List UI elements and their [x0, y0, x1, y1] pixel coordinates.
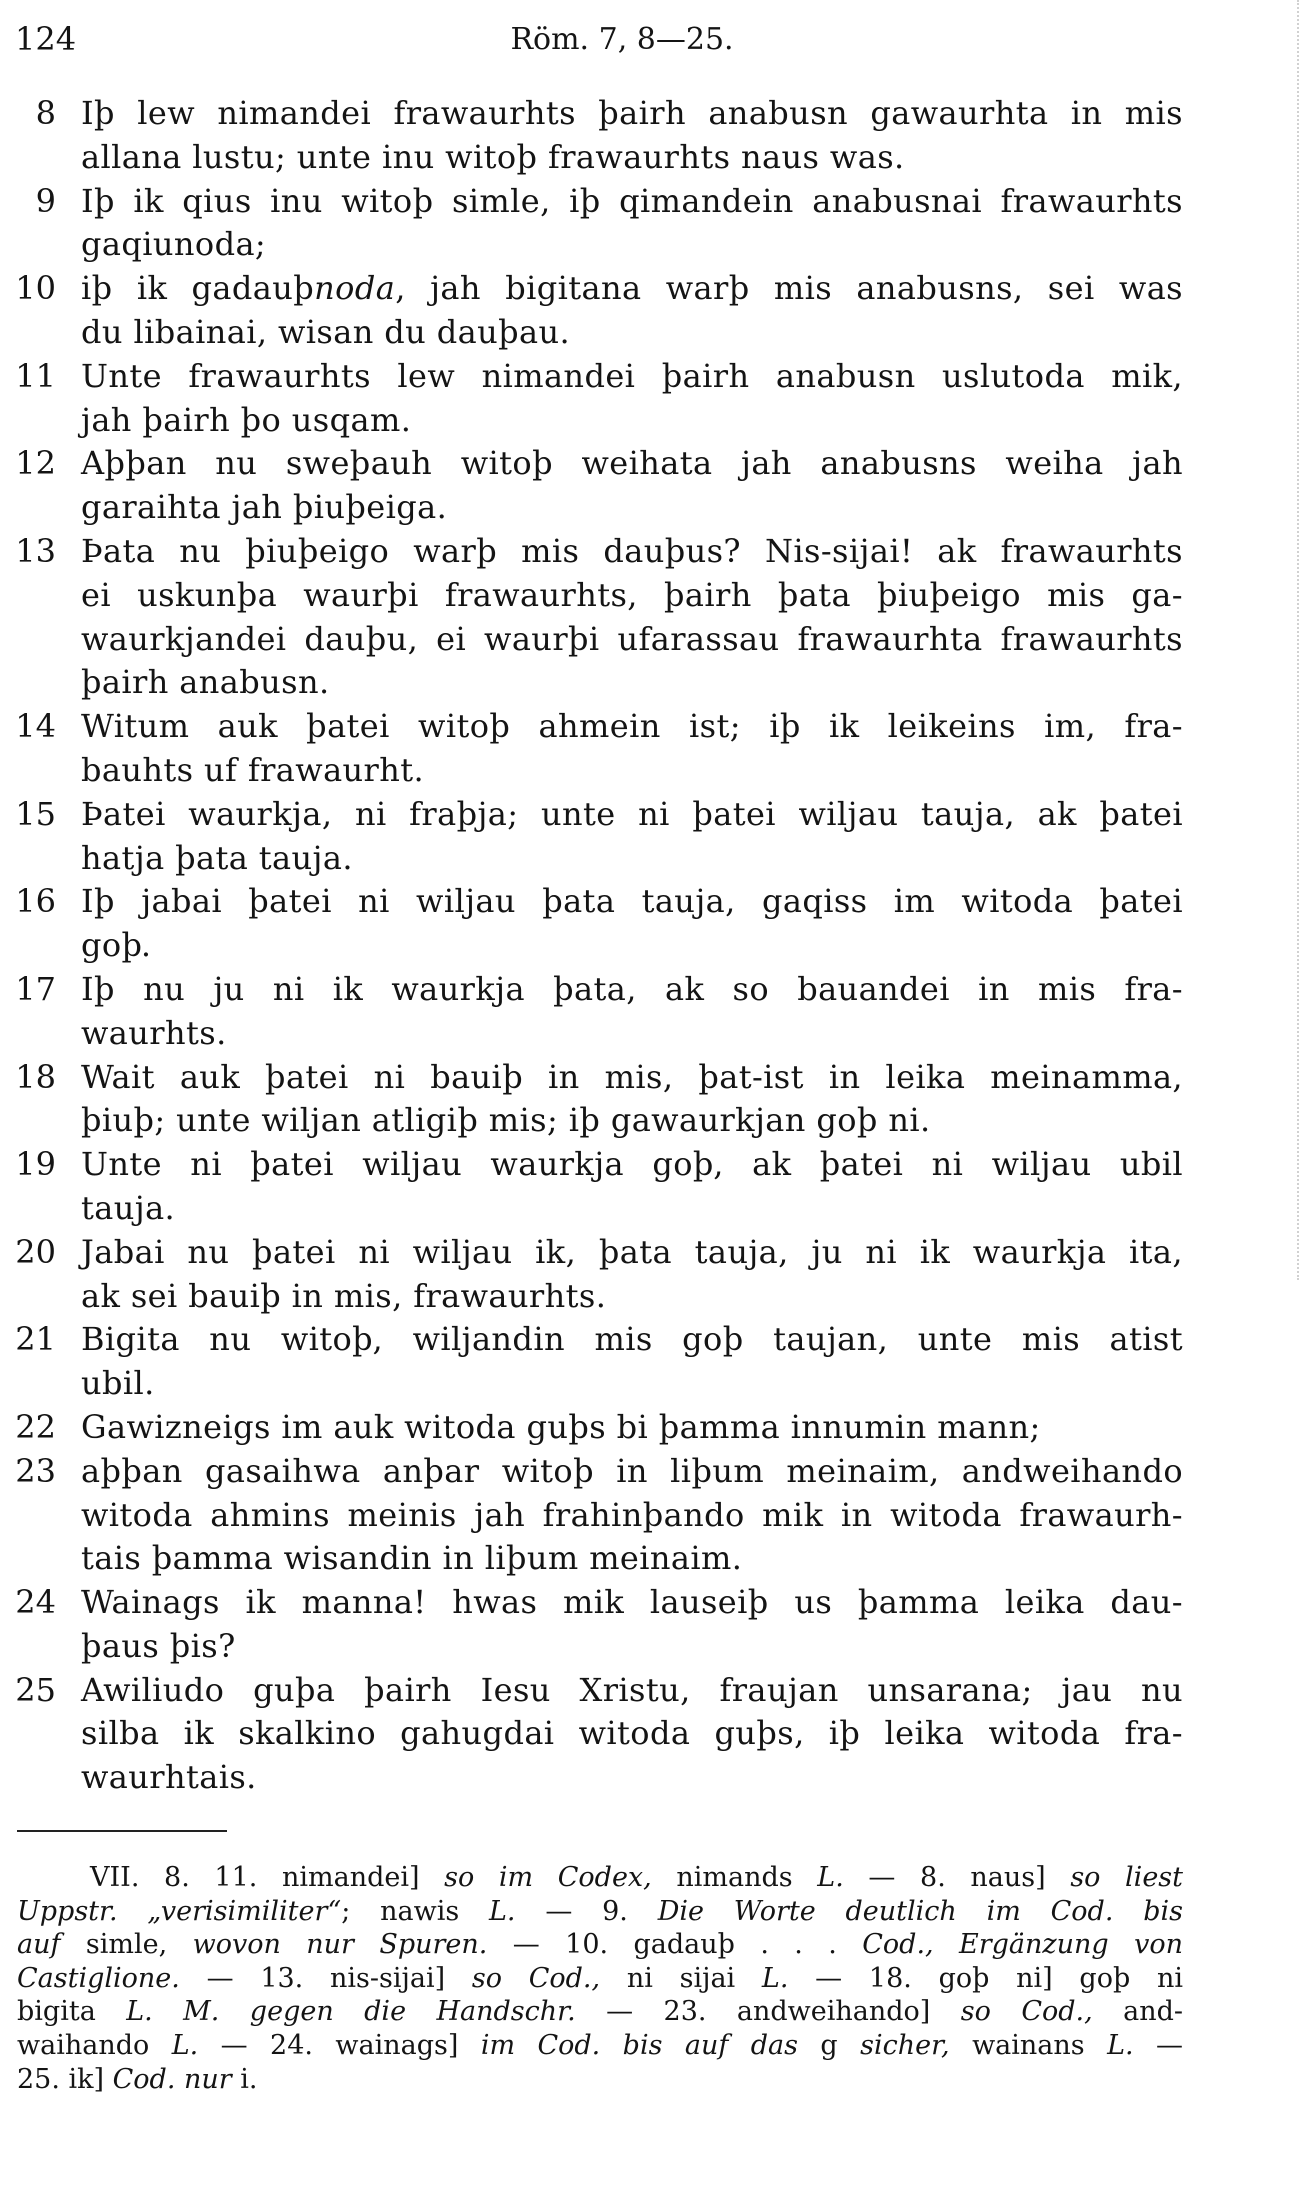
verse-number: 14: [15, 707, 56, 746]
roman-text: iþ ik gadauþ: [81, 269, 315, 308]
footnote-line: [17, 1995, 1183, 2029]
verse-line-text: [81, 267, 1183, 311]
verse-line-text: [81, 136, 1183, 180]
verse-number: 16: [15, 882, 56, 921]
roman-text: garaihta jah þiuþeiga.: [81, 488, 448, 527]
verse-line: [0, 1012, 1200, 1056]
footnote-rule: [17, 1830, 227, 1832]
roman-text: Iþ ik qius inu witoþ simle, iþ qimandein anabusnai frawaurhts: [81, 181, 1183, 220]
verse-line-text: [81, 1756, 1183, 1800]
verse-line-text: [81, 1712, 1183, 1756]
roman-text: simle,: [60, 1929, 193, 1961]
verse-line: [0, 1187, 1200, 1231]
verse-line: [0, 267, 1200, 311]
roman-text: waihando: [17, 2029, 172, 2061]
verse: [0, 1231, 1200, 1319]
verse-number: 19: [15, 1145, 56, 1184]
verse-line-text: [81, 1187, 1183, 1231]
verse: [0, 355, 1200, 443]
verse-line: [0, 92, 1200, 136]
verse: [0, 1143, 1200, 1231]
verse-line-text: [81, 618, 1183, 662]
verse: [0, 442, 1200, 530]
verse: [0, 180, 1200, 268]
italic-text: wovon nur Spuren.: [192, 1929, 488, 1961]
roman-text: Aþþan nu sweþauh witoþ weihata jah anabusns weiha jah: [81, 444, 1183, 483]
verse-line-text: [81, 1231, 1183, 1275]
roman-text: — 8. naus]: [843, 1862, 1071, 1893]
roman-text: nimands: [651, 1862, 818, 1893]
verse-number: 12: [15, 444, 56, 483]
roman-text: ei uskunþa waurþi frawaurhts, þairh þata þiuþeigo mis ga-: [81, 575, 1183, 614]
verse-number: 8: [35, 94, 56, 132]
italic-text: so im Codex,: [444, 1862, 652, 1893]
verse-line: [0, 1362, 1200, 1406]
verse-number: 13: [15, 531, 56, 570]
italic-text: noda: [314, 269, 396, 308]
verse-line: [0, 837, 1200, 881]
verse-line: [0, 1537, 1200, 1581]
italic-text: Cod., Ergänzung von: [862, 1929, 1183, 1961]
roman-text: Witum auk þatei witoþ ahmein ist; iþ ik leikeins im, fra-: [81, 707, 1183, 746]
verse-line-text: [81, 1625, 1183, 1669]
roman-text: — 23. andweihando]: [575, 1996, 961, 2028]
roman-text: VII. 8. 11. nimandei]: [90, 1862, 445, 1893]
verse-line: [0, 355, 1200, 399]
italic-text: Uppstr. „verisimiliter“: [17, 1895, 342, 1927]
roman-text: — 13. nis-sijai]: [179, 1962, 472, 1994]
roman-text: , jah bigitana warþ mis anabusns, sei was: [395, 269, 1183, 308]
verse-line: [0, 442, 1200, 486]
verse-line: [0, 1056, 1200, 1100]
roman-text: þiuþ; unte wiljan atligiþ mis; iþ gawaurkjan goþ ni.: [81, 1101, 931, 1140]
verse-line: [0, 1494, 1200, 1538]
italic-text: L. M. gegen die Handschr.: [126, 1996, 576, 2028]
verse-line-text: [81, 223, 1183, 267]
footnote-line: [17, 1895, 1183, 1929]
roman-text: Bigita nu witoþ, wiljandin mis goþ taujan, unte mis atist: [81, 1320, 1183, 1359]
verse-line: [0, 1581, 1200, 1625]
verse-line-text: [81, 442, 1183, 486]
italic-text: Die Worte deutlich im Cod. bis: [657, 1895, 1183, 1927]
page-number: 124: [15, 20, 77, 58]
verse-number: 25: [15, 1670, 56, 1709]
roman-text: Þata nu þiuþeigo warþ mis dauþus? Nis-sijai! ak frawaurhts: [81, 531, 1183, 570]
verse-line: [0, 793, 1200, 837]
verse-line: [0, 311, 1200, 355]
roman-text: Iþ jabai þatei ni wiljau þata tauja, gaqiss im witoda þatei: [81, 882, 1183, 921]
verse-line: [0, 530, 1200, 574]
verse-line-text: [81, 180, 1183, 224]
roman-text: goþ.: [81, 926, 152, 965]
roman-text: þaus þis?: [81, 1626, 236, 1665]
verse-line-text: [81, 1406, 1183, 1450]
roman-text: gaqiunoda;: [81, 225, 267, 264]
roman-text: Awiliudo guþa þairh Iesu Xristu, fraujan unsarana; jau nu: [81, 1670, 1183, 1709]
roman-text: wainans: [949, 2029, 1108, 2061]
footnote-line: [17, 2029, 1183, 2063]
footnote-line: [17, 1928, 1183, 1962]
italic-text: L.: [171, 2029, 199, 2061]
footnote-line: [17, 2063, 1183, 2097]
roman-text: — 9.: [515, 1895, 658, 1927]
verse-line: [0, 749, 1200, 793]
verse-line-text: [81, 1450, 1183, 1494]
italic-text: sicher,: [860, 2029, 950, 2061]
verse-line: [0, 1143, 1200, 1187]
roman-text: aþþan gasaihwa anþar witoþ in liþum meinaim, andweihando: [81, 1451, 1183, 1490]
italic-text: Castiglione.: [17, 1962, 180, 1994]
running-head: Röm. 7, 8—25.: [510, 22, 734, 57]
italic-text: L.: [489, 1895, 516, 1927]
verse: [0, 1056, 1200, 1144]
scan-edge-artifact: [1297, 0, 1299, 1280]
roman-text: Þatei waurkja, ni fraþja; unte ni þatei wiljau tauja, ak þatei: [81, 794, 1183, 833]
verse-line: [0, 880, 1200, 924]
roman-text: — 24. wainags]: [198, 2029, 481, 2061]
roman-text: tauja.: [81, 1188, 176, 1227]
italic-text: so Cod.,: [960, 1996, 1093, 2028]
roman-text: ak sei bauiþ in mis, frawaurhts.: [81, 1276, 607, 1315]
roman-text: Iþ lew nimandei frawaurhts þairh anabusn gawaurhta in mis: [81, 94, 1183, 132]
roman-text: 25. ik]: [17, 2063, 113, 2095]
verse-line: [0, 1712, 1200, 1756]
roman-text: ubil.: [81, 1364, 155, 1403]
italic-text: so Cod.,: [471, 1962, 601, 1994]
verse-line: [0, 1231, 1200, 1275]
italic-text: L.: [1107, 2029, 1134, 2061]
verse-line-text: [81, 661, 1183, 705]
roman-text: waurhtais.: [81, 1758, 257, 1797]
verse-line: [0, 661, 1200, 705]
verse-line-text: [81, 1099, 1183, 1143]
verse-number: 24: [15, 1583, 56, 1622]
roman-text: and-: [1092, 1996, 1184, 2028]
roman-text: Wait auk þatei ni bauiþ in mis, þat-ist in leika meinamma,: [81, 1057, 1183, 1096]
verse-line-text: [81, 530, 1183, 574]
roman-text: i.: [231, 2063, 258, 2095]
verse-line-text: [81, 1537, 1183, 1581]
verse: [0, 705, 1200, 793]
italic-text: L.: [817, 1862, 844, 1893]
roman-text: Unte ni þatei wiljau waurkja goþ, ak þatei ni wiljau ubil: [81, 1145, 1183, 1184]
verse-line-text: [81, 1494, 1183, 1538]
roman-text: Jabai nu þatei ni wiljau ik, þata tauja, ju ni ik waurkja ita,: [81, 1232, 1183, 1271]
roman-text: du libainai, wisan du dauþau.: [81, 312, 571, 351]
verse: [0, 1669, 1200, 1800]
verse-line: [0, 1275, 1200, 1319]
verse-number: 11: [15, 356, 56, 395]
verse-line: [0, 1625, 1200, 1669]
roman-text: waurkjandei dauþu, ei waurþi ufarassau frawaurhta frawaurhts: [81, 619, 1183, 658]
verse-line-text: [81, 1581, 1183, 1625]
italic-text: Cod. nur: [112, 2063, 232, 2095]
verse-line: [0, 924, 1200, 968]
verse-line: [0, 1669, 1200, 1713]
roman-text: Unte frawaurhts lew nimandei þairh anabusn uslutoda mik,: [81, 356, 1183, 395]
verse: [0, 267, 1200, 355]
roman-text: ; nawis: [341, 1895, 489, 1927]
verse-line: [0, 1406, 1200, 1450]
roman-text: g: [798, 2029, 861, 2061]
footnotes: [17, 1861, 1183, 2096]
roman-text: witoda ahmins meinis jah frahinþando mik in witoda frawaurh-: [81, 1495, 1183, 1534]
verse-line: [0, 486, 1200, 530]
verse: [0, 92, 1200, 180]
verse-line-text: [81, 837, 1183, 881]
verse-line-text: [81, 880, 1183, 924]
verse-line: [0, 223, 1200, 267]
verse-line-text: [81, 793, 1183, 837]
footnote-line: [17, 1861, 1183, 1895]
verse-number: 17: [15, 969, 56, 1008]
verse-line: [0, 618, 1200, 662]
verse-line-text: [81, 399, 1183, 443]
verse-line-text: [81, 1012, 1183, 1056]
verse-line-text: [81, 92, 1183, 136]
roman-text: Wainags ik manna! hwas mik lauseiþ us þamma leika dau-: [81, 1583, 1183, 1622]
roman-text: waurhts.: [81, 1013, 227, 1052]
verse-line-text: [81, 311, 1183, 355]
verse-line: [0, 1756, 1200, 1800]
roman-text: jah þairh þo usqam.: [81, 400, 412, 439]
roman-text: tais þamma wisandin in liþum meinaim.: [81, 1539, 743, 1578]
verse-line: [0, 399, 1200, 443]
verse: [0, 968, 1200, 1056]
verse-number: 18: [15, 1057, 56, 1096]
verse-line-text: [81, 1669, 1183, 1713]
roman-text: þairh anabusn.: [81, 663, 330, 702]
verse-line-text: [81, 1143, 1183, 1187]
verse: [0, 1450, 1200, 1581]
roman-text: — 10. gadauþ . . .: [487, 1929, 863, 1961]
verse-number: 20: [15, 1232, 56, 1271]
verse-line-text: [81, 1275, 1183, 1319]
verse-line-text: [81, 1056, 1183, 1100]
roman-text: ni sijai: [600, 1962, 762, 1994]
verse-number: 9: [35, 181, 56, 220]
roman-text: Iþ nu ju ni ik waurkja þata, ak so bauandei in mis fra-: [81, 969, 1183, 1008]
verse-line-text: [81, 355, 1183, 399]
roman-text: silba ik skalkino gahugdai witoda guþs, iþ leika witoda fra-: [81, 1714, 1183, 1753]
verse: [0, 1406, 1200, 1450]
roman-text: —: [1133, 2029, 1184, 2061]
roman-text: bigita: [17, 1996, 127, 2028]
roman-text: hatja þata tauja.: [81, 838, 353, 877]
verse-number: 21: [15, 1320, 56, 1359]
verse-line: [0, 180, 1200, 224]
roman-text: Gawizneigs im auk witoda guþs bi þamma innumin mann;: [81, 1407, 1041, 1446]
verse: [0, 530, 1200, 705]
verse-line-text: [81, 1362, 1183, 1406]
italic-text: auf: [17, 1929, 61, 1961]
italic-text: im Cod. bis auf das: [480, 2029, 799, 2061]
verse-line: [0, 968, 1200, 1012]
roman-text: — 18. goþ ni] goþ ni: [788, 1962, 1184, 1994]
verse-line: [0, 1318, 1200, 1362]
verse-line-text: [81, 968, 1183, 1012]
verse-number: 15: [15, 794, 56, 833]
verse: [0, 1581, 1200, 1669]
verse-line-text: [81, 705, 1183, 749]
verse-line-text: [81, 924, 1183, 968]
italic-text: L.: [761, 1962, 789, 1994]
verse-line: [0, 136, 1200, 180]
verse-line-text: [81, 1318, 1183, 1362]
verse-number: 22: [15, 1407, 56, 1446]
verse: [0, 1318, 1200, 1406]
verse-number: 10: [15, 269, 56, 308]
verse-line-text: [81, 574, 1183, 618]
verse: [0, 793, 1200, 881]
verse-number: 23: [15, 1451, 56, 1490]
verse-line: [0, 705, 1200, 749]
roman-text: allana lustu; unte inu witoþ frawaurhts naus was.: [81, 137, 905, 176]
verse-line-text: [81, 749, 1183, 793]
verse-list: [0, 92, 1200, 1800]
italic-text: so liest: [1070, 1862, 1184, 1893]
verse: [0, 880, 1200, 968]
verse-line-text: [81, 486, 1183, 530]
verse-line: [0, 574, 1200, 618]
footnote-line: [17, 1962, 1183, 1996]
verse-line: [0, 1099, 1200, 1143]
verse-line: [0, 1450, 1200, 1494]
roman-text: bauhts uf frawaurht.: [81, 750, 425, 789]
